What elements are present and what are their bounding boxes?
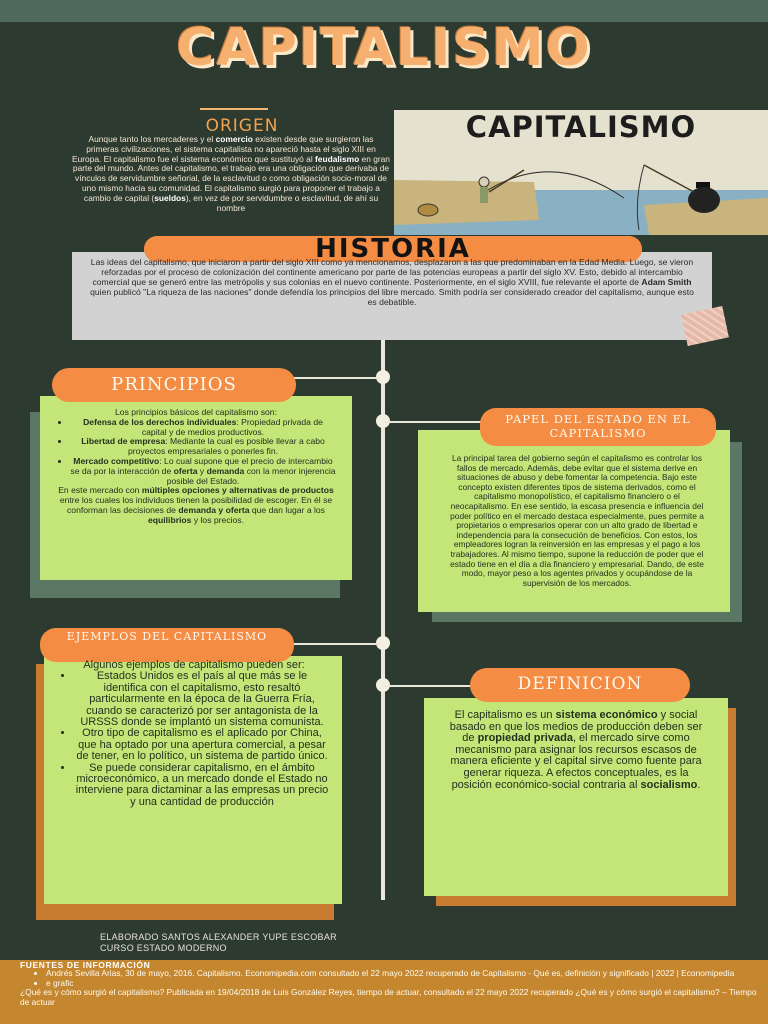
principios-closing: En este mercado con múltiples opciones y alternativas de productos entre los cuales los individuos tienen la posibilidad de escoger. En él se conforman las decisiones de demanda y oferta que dan lugar a los equilibrios y los precios. xyxy=(58,485,334,525)
ejemplos-heading: EJEMPLOS DEL CAPITALISMO xyxy=(66,630,268,643)
course-name: CURSO ESTADO MODERNO xyxy=(100,943,227,953)
list-item: • e grafic xyxy=(46,979,760,989)
ejemplos-intro: Algunos ejemplos de capitalismo pueden ser: xyxy=(83,659,305,671)
capitalism-illustration xyxy=(394,110,768,235)
historia-heading: HISTORIA xyxy=(315,234,471,264)
connector-line xyxy=(384,685,474,687)
connector-line xyxy=(290,643,380,645)
origin-heading: ORIGEN xyxy=(205,116,279,136)
list-item: • Libertad de empresa: Mediante la cual es posible llevar a cabo proyectos empresariales o ponerles fin. xyxy=(70,437,336,457)
definicion-heading: DEFINICION xyxy=(517,674,643,694)
decorative-tape xyxy=(681,306,729,346)
list-item: • Andrés Sevilla Arias, 30 de mayo, 2016. Capitalismo. Economipedia.com consultado el 22 mayo 2022 recuperado de Capitalismo - Qué es, definición y significado | 2022 | Economipedia xyxy=(46,969,760,979)
list-item: • Estados Unidos es el país al que más se le identifica con el capitalismo, esto resaltó particularmente en la época de la Guerra Fría, cuando se caracterizó por ser antagonista de la URSSS donde se implantó un sistema comunista. xyxy=(74,671,330,728)
list-item: • Se puede considerar capitalismo, en el ámbito microeconómico, a un mercado donde el Estado no interviene para dictaminar a las empresas un precio y una cantidad de producción xyxy=(74,763,330,809)
principios-list xyxy=(56,418,336,487)
ejemplos-list xyxy=(58,671,330,808)
origin-text: Aunque tanto los mercaderes y el comercio existen desde que surgieron las primeras civilizaciones, el sistema capitalista no apareció hasta el siglo XIII en Europa. El capitalismo fue el sistema económico que sustituyó al feudalismo en gran parte del mundo. Antes del capitalismo, el trabajo era una obligación que derivaba de vínculos de servidumbre señorial, de la esclavitud o como obligación socio-moral de uno mismo hacia su comunidad. El capitalismo surgió para proponer el trabajo a cambio de capital (sueldos), en vez de por servidumbre o esclavitud, de ahí su nombre xyxy=(72,134,390,213)
principios-intro: Los principios básicos del capitalismo son: xyxy=(115,407,277,417)
papel-heading: PAPEL DEL ESTADO EN EL CAPITALISMO xyxy=(505,412,691,440)
author-name: ELABORADO SANTOS ALEXANDER YUPE ESCOBAR xyxy=(100,932,337,942)
principios-content xyxy=(56,408,336,526)
list-item: • Defensa de los derechos individuales: Propiedad privada de capital y de medios productivos. xyxy=(70,418,336,438)
papel-text: La principal tarea del gobierno según el capitalismo es controlar los fallos de mercado. Además, debe evitar que el sistema derive en situaciones de abuso y debe fomentar la competencia. Bajo este concepto existen diferentes tipos de sistema derivados, como el capitalismo monopolístico, el capitalismo financiero o el neocapitalismo. En ese sentido, la escasa presencia e influencia del poder político en el mercado destaca especialmente, pues permite a propietarios o empresarios operar con un alto grado de libertad e independencia para la consecución de beneficios. Con estos, los empleadores logran la reinversión en las empresas y el pago a los trabajadores. Al mismo tiempo, supone la reducción de poder que el estado tiene en el día a día financiero y empresarial. Dando, de este modo, mayor peso a los agentes privados y ocupándose de la supervisión de los mercados. xyxy=(450,453,704,588)
sources-list xyxy=(20,969,760,988)
principios-heading: PRINCIPIOS xyxy=(111,374,237,395)
historia-text: Las ideas del capitalismo, que iniciaron a partir del siglo XIII como ya mencionamos, desplazaron a las que predominaban en la Edad Media. Luego, se vieron reforzadas por el proceso de colonización del continente americano por parte de las potencias europeas a partir del siglo XV. Esto, debido al intercambio comercial que se generó entre las metrópolis y sus colonias en el nuevo continente. Posteriormente, en el siglo XVIII, fue relevante el aporte de Adam Smith quien publicó "La riqueza de las naciones" donde defendía los principios del libre mercado. Smith podría ser considerado creador del capitalismo, aunque esto es debatible. xyxy=(90,257,694,307)
sources-content xyxy=(20,969,760,1007)
sources-extra: ¿Qué es y cómo surgió el capitalismo? Publicada en 19/04/2018 de Luis González Reyes, tiempo de actuar, consultado el 22 mayo 2022 recuperado ¿Qué es y cómo surgió el capitalismo? – Tiempo de actuar xyxy=(20,987,757,1007)
definicion-text: El capitalismo es un sistema económico y social basado en que los medios de producción deben ser de propiedad privada, el mercado sirve como mecanismo para asignar los recursos escasos de manera eficiente y el capital sirve como fuente para generar riqueza. A efectos conceptuales, es la posición económico-social contraria al socialismo. xyxy=(449,709,703,791)
connector-line xyxy=(384,421,484,423)
origin-divider xyxy=(200,108,268,110)
page-title: CAPITALISMO xyxy=(176,18,592,78)
author-block xyxy=(100,932,337,954)
fishing-cartoon-icon xyxy=(394,110,768,235)
list-item: • Mercado competitivo: Lo cual supone que el precio de intercambio se da por la interacción de oferta y demanda con la menor injerencia posible del Estado. xyxy=(70,457,336,486)
ejemplos-content xyxy=(58,660,330,808)
list-item: • Otro tipo de capitalismo es el aplicado por China, que ha optado por una apertura comercial, a pesar de tener, en lo político, un sistema de partido único. xyxy=(74,728,330,762)
illustration-caption: CAPITALISMO xyxy=(465,110,697,144)
connector-line xyxy=(290,377,380,379)
sources-heading: FUENTES DE INFORMACIÓN xyxy=(20,960,151,970)
